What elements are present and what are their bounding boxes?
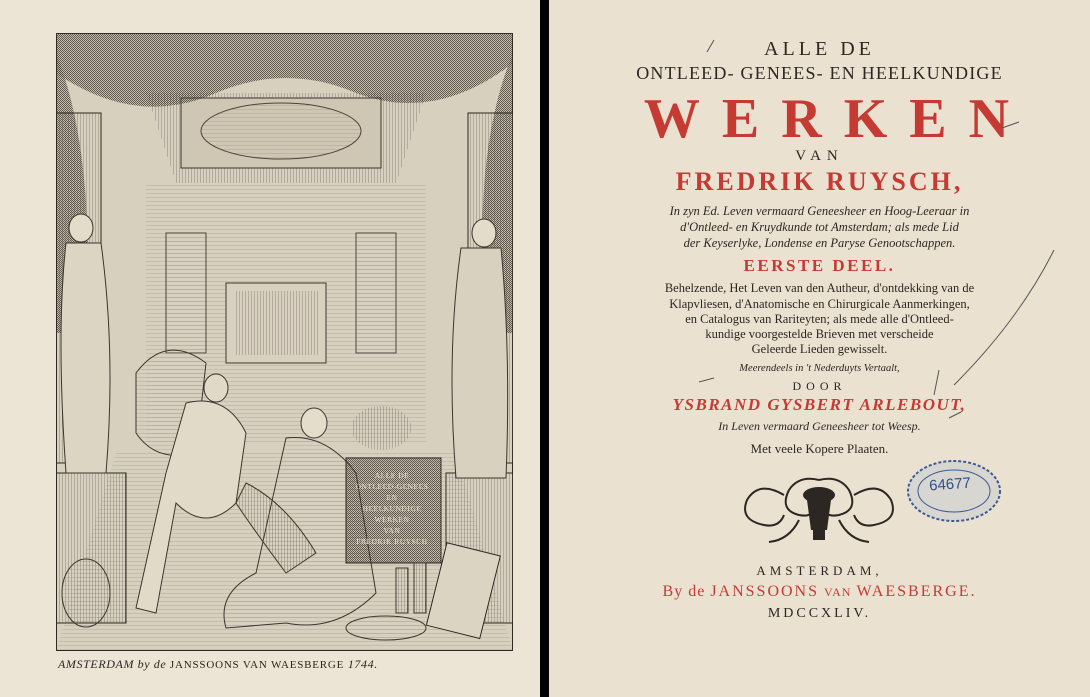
publisher-last: WAESBERGE. <box>856 583 977 600</box>
contents-line: Behelzende, Het Leven van den Autheur, d'ontdekking van de <box>664 281 975 295</box>
plinth-line: WERKEN <box>374 515 410 524</box>
frontispiece-page <box>0 0 540 697</box>
imprint-year: MDCCXLIV. <box>767 606 872 621</box>
title-door: DOOR <box>792 379 847 393</box>
publisher-prefix: By de <box>662 583 706 600</box>
author-description-line: In zyn Ed. Leven vermaard Geneesheer en Hoog-Leeraar in <box>669 204 970 218</box>
plates-note: Met veele Kopere Plaaten. <box>750 441 889 456</box>
title-van: VAN <box>795 148 844 164</box>
printer-ornament-icon <box>739 470 899 548</box>
title-page <box>549 0 1090 697</box>
translator-name: YSBRAND GYSBERT ARLEBOUT, <box>672 395 967 414</box>
publisher-name: JANSSOONS <box>710 583 820 600</box>
plinth-line: ONTLEED-GENEES <box>355 482 429 491</box>
author-name: FREDRIK RUYSCH, <box>675 167 964 196</box>
plinth-line: ALLE DE <box>374 471 410 480</box>
imprint-city: AMSTERDAM, <box>756 563 883 578</box>
author-description-line: d'Ontleed- en Kruydkunde tot Amsterdam; als mede Lid <box>680 220 959 234</box>
frontispiece-engraving <box>56 33 513 651</box>
plinth-inscription <box>344 470 440 547</box>
title-line-subject: ONTLEED- GENEES- EN HEELKUNDIGE <box>636 63 1003 83</box>
translation-note: Meerendeels in 't Nederduyts Vertaalt, <box>739 363 900 374</box>
title-line-alle-de: ALLE DE <box>764 38 875 60</box>
caption-year: 1744. <box>347 657 378 671</box>
author-description-line: der Keyserlyke, Londense en Paryse Genootschappen. <box>683 236 956 250</box>
plinth-line: EN <box>386 493 398 502</box>
caption-publisher: JANSSOONS VAN WAESBERGE <box>169 659 345 671</box>
plinth-line: FREDRIK RUYSCH <box>356 537 428 546</box>
stamp-number: 64677 <box>928 474 972 495</box>
part-heading: EERSTE DEEL. <box>743 256 896 275</box>
contents-line: en Catalogus van Rariteyten; als mede alle d'Ontleed- <box>685 312 954 326</box>
contents-line: Klapvliesen, d'Anatomische en Chirurgicale Aanmerkingen, <box>669 297 970 311</box>
plinth-line: HEELKUNDIGE <box>362 504 422 513</box>
caption-imprint: AMSTERDAM by de <box>58 657 167 671</box>
translator-description: In Leven vermaard Geneesheer tot Weesp. <box>718 419 921 433</box>
imprint-publisher <box>549 583 1090 601</box>
publisher-van: VAN <box>824 585 852 599</box>
contents-line: kundige voorgestelde Brieven met verscheide <box>705 327 934 341</box>
frontispiece-caption <box>58 657 514 672</box>
main-title: WERKEN <box>643 88 1032 150</box>
contents-line: Geleerde Lieden gewisselt. <box>751 342 888 356</box>
plinth-line: VAN <box>383 526 401 535</box>
